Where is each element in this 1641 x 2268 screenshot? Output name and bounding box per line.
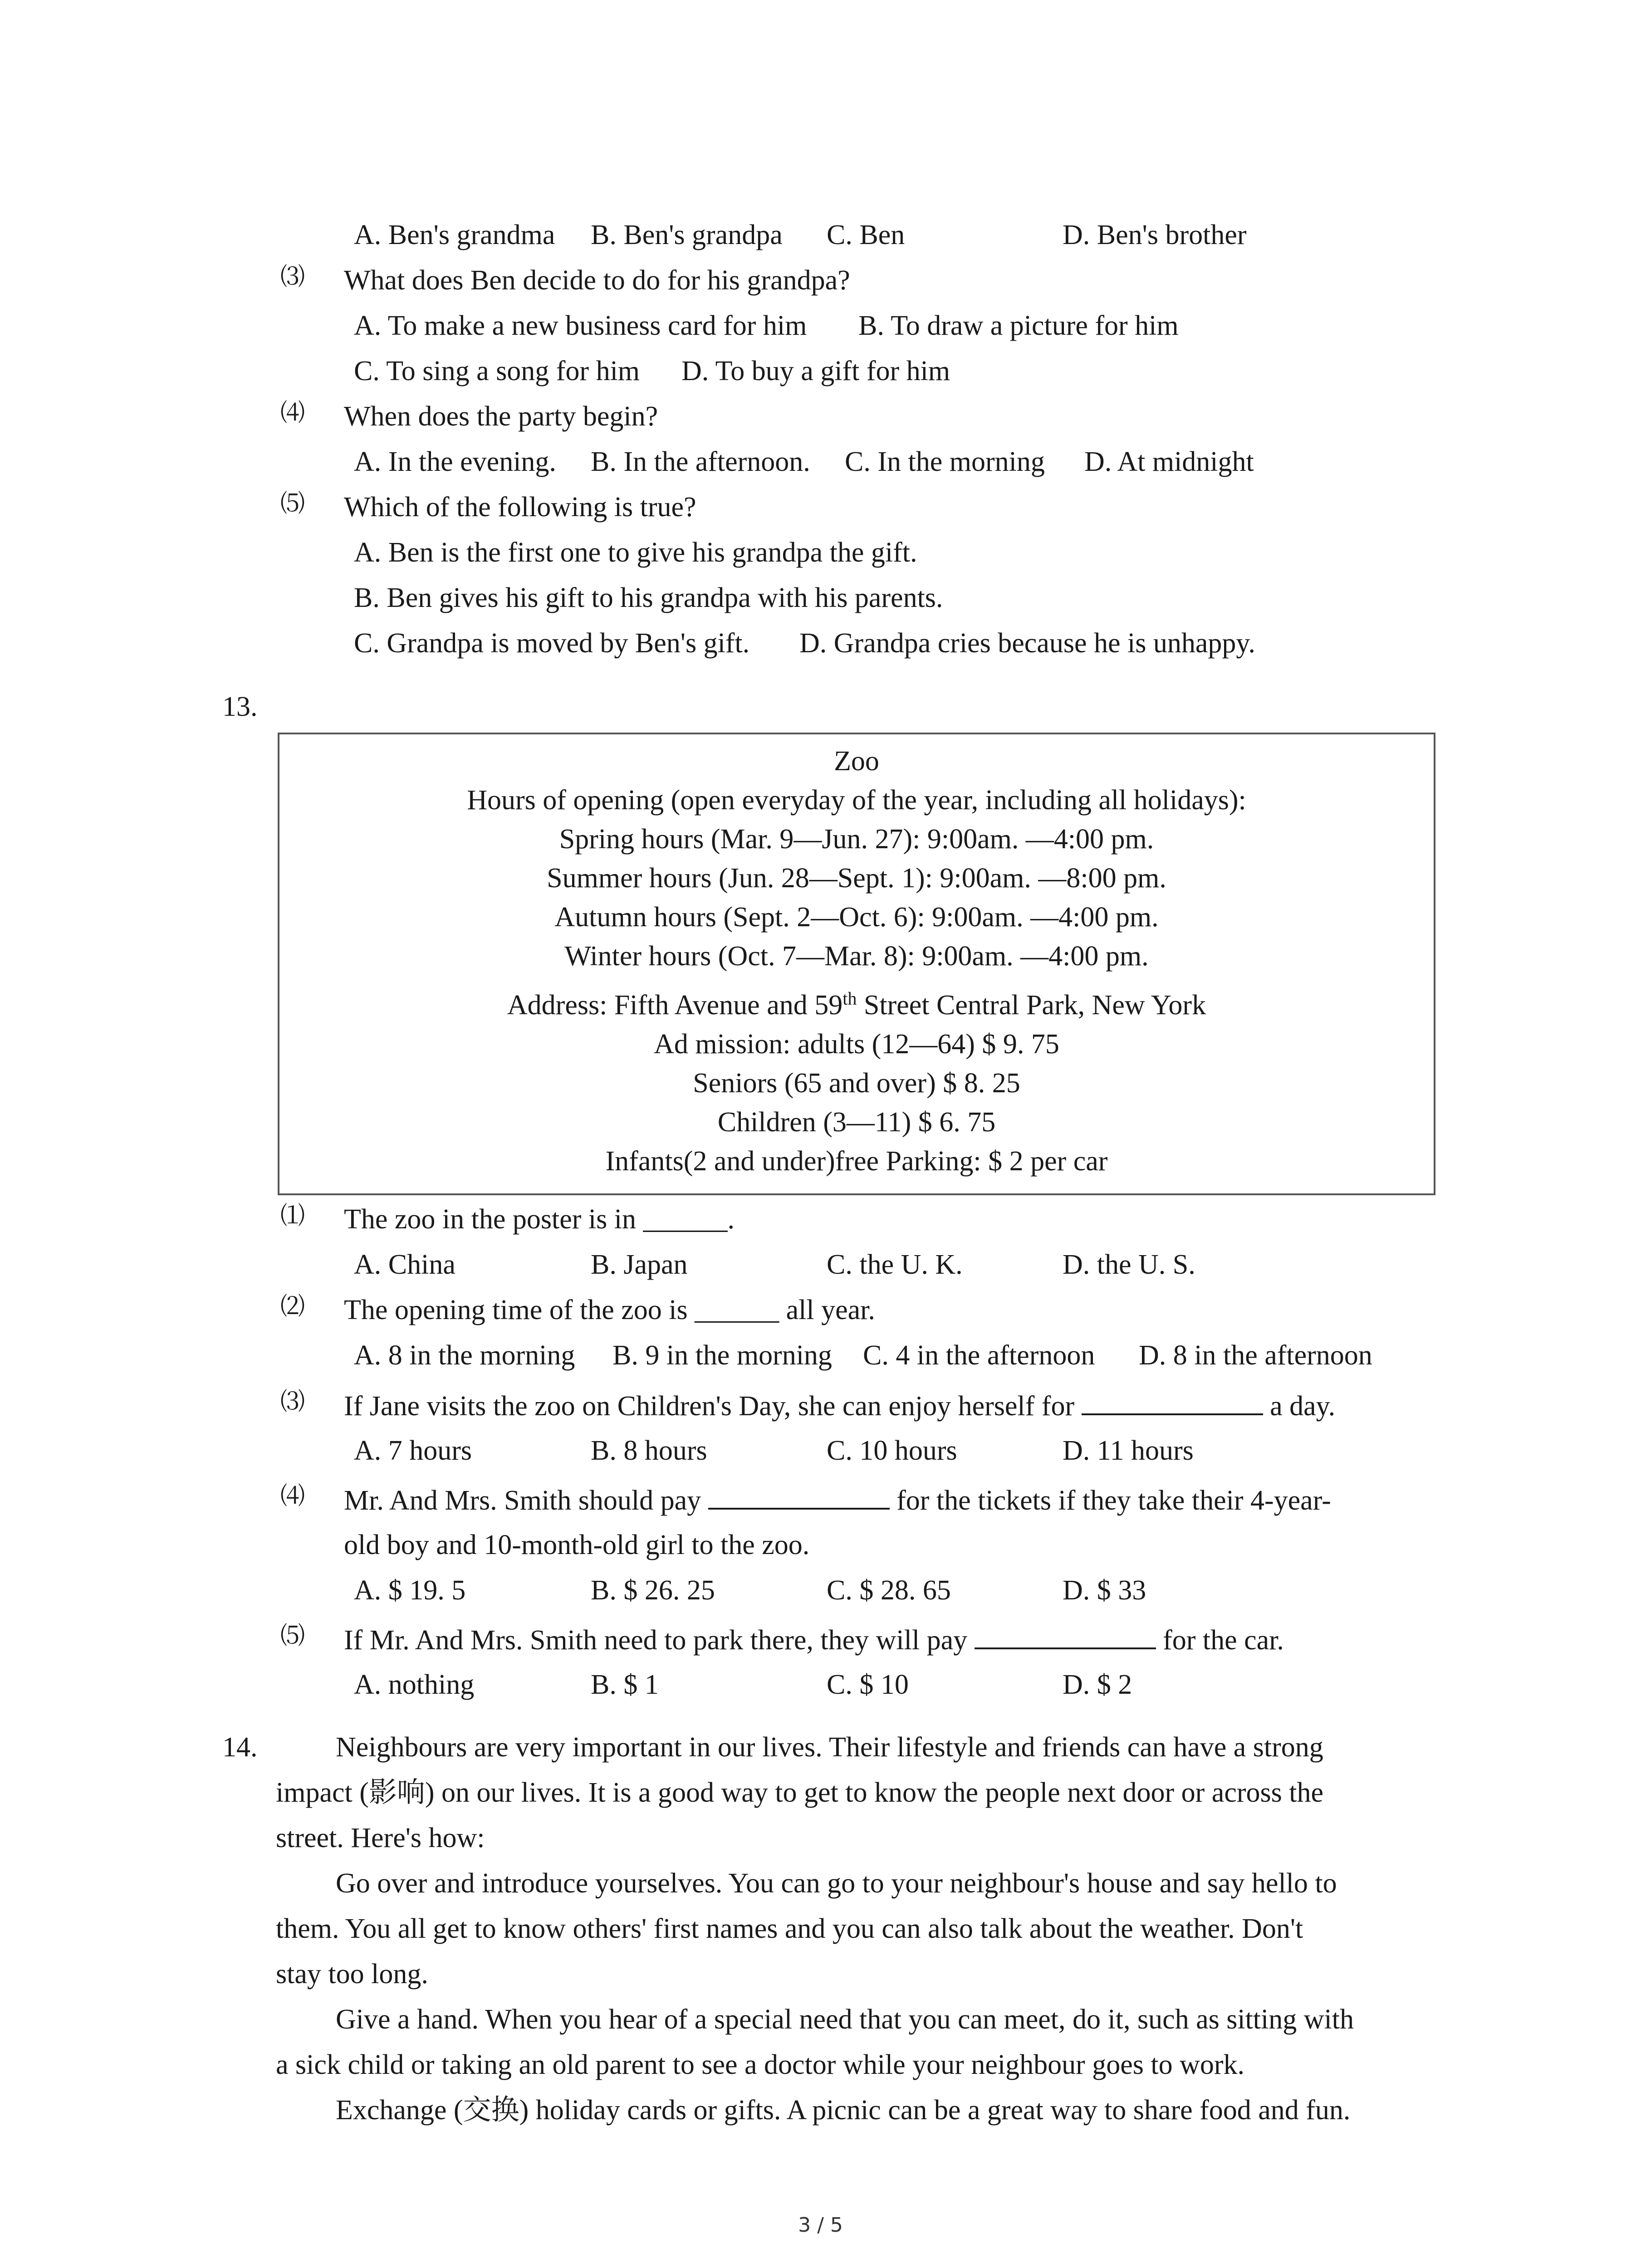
q12-3-option-a: A. To make a new business card for him	[354, 310, 807, 341]
q12-4-number: ⑷	[280, 398, 305, 427]
q13-3-option-c: C. 10 hours	[827, 1435, 957, 1466]
answer-blank	[708, 1481, 890, 1510]
q12-2-option-c: C. Ben	[827, 220, 905, 250]
zoo-summer-hours: Summer hours (Jun. 28—Sept. 1): 9:00am. —8:00 pm.	[547, 863, 1166, 894]
zoo-admission-infants-parking: Infants(2 and under)free Parking: $ 2 per car	[605, 1146, 1108, 1177]
q13-4-option-c: C. $ 28. 65	[827, 1575, 951, 1606]
q12-4-option-d: D. At midnight	[1084, 446, 1254, 477]
q13-5-option-b: B. $ 1	[591, 1669, 659, 1700]
passage-line: them. You all get to know others' first names and you can also talk about the weather. Don't	[276, 1913, 1303, 1944]
q13-1-option-d: D. the U. S.	[1063, 1249, 1195, 1280]
q12-5-option-a: A. Ben is the first one to give his grandpa the gift.	[354, 537, 917, 568]
q13-2-option-a: A. 8 in the morning	[354, 1340, 575, 1371]
q13-4-option-b: B. $ 26. 25	[591, 1575, 715, 1606]
q13-3-number: ⑶	[280, 1387, 305, 1416]
q13-4-stem-cont: old boy and 10-month-old girl to the zoo.	[344, 1530, 810, 1560]
q12-2-option-d: D. Ben's brother	[1063, 220, 1247, 250]
q12-5-option-c: C. Grandpa is moved by Ben's gift.	[354, 628, 750, 659]
q12-3-stem: What does Ben decide to do for his grandpa?	[344, 265, 850, 296]
passage-line: Give a hand. When you hear of a special need that you can meet, do it, such as sitting with	[336, 2004, 1354, 2035]
q13-4-number: ⑷	[280, 1481, 305, 1510]
q12-3-number: ⑶	[280, 262, 305, 291]
q12-2-option-b: B. Ben's grandpa	[591, 220, 783, 250]
passage-line: stay too long.	[276, 1959, 428, 1989]
q13-4-stem: Mr. And Mrs. Smith should pay for the tickets if they take their 4-year-	[344, 1481, 1331, 1519]
q12-2-option-a: A. Ben's grandma	[354, 220, 555, 250]
q12-4-option-c: C. In the morning	[845, 446, 1045, 477]
q12-4-option-b: B. In the afternoon.	[591, 446, 810, 477]
q13-1-option-c: C. the U. K.	[827, 1249, 963, 1280]
q12-5-number: ⑸	[280, 489, 305, 518]
answer-blank	[975, 1621, 1156, 1649]
q12-5-option-d: D. Grandpa cries because he is unhappy.	[799, 628, 1255, 659]
zoo-admission-seniors: Seniors (65 and over) $ 8. 25	[693, 1068, 1020, 1099]
zoo-spring-hours: Spring hours (Mar. 9—Jun. 27): 9:00am. —4:00 pm.	[559, 824, 1154, 855]
zoo-admission-adults: Ad mission: adults (12—64) $ 9. 75	[654, 1029, 1059, 1060]
q13-number: 13.	[222, 691, 258, 722]
q13-1-option-a: A. China	[354, 1249, 456, 1280]
q13-2-option-b: B. 9 in the morning	[612, 1340, 832, 1371]
passage-line: street. Here's how:	[276, 1823, 485, 1853]
q12-4-stem: When does the party begin?	[344, 401, 658, 432]
q13-3-option-a: A. 7 hours	[354, 1435, 472, 1466]
q12-4-option-a: A. In the evening.	[354, 446, 556, 477]
q14-number: 14.	[222, 1732, 258, 1763]
q13-4-option-d: D. $ 33	[1063, 1575, 1146, 1606]
q12-5-stem: Which of the following is true?	[344, 492, 696, 523]
passage-line: Go over and introduce yourselves. You can go to your neighbour's house and say hello to	[336, 1868, 1337, 1899]
q13-2-option-d: D. 8 in the afternoon	[1139, 1340, 1372, 1371]
zoo-hours-heading: Hours of opening (open everyday of the year, including all holidays):	[467, 785, 1246, 816]
zoo-notice-title: Zoo	[834, 746, 879, 777]
zoo-winter-hours: Winter hours (Oct. 7—Mar. 8): 9:00am. —4:00 pm.	[564, 941, 1149, 972]
q13-5-stem: If Mr. And Mrs. Smith need to park there, they will pay for the car.	[344, 1621, 1284, 1658]
q13-1-stem: The zoo in the poster is in ______.	[344, 1204, 735, 1235]
zoo-address: Address: Fifth Avenue and 59th Street Central Park, New York	[507, 988, 1206, 1021]
q13-2-stem: The opening time of the zoo is ______ all year.	[344, 1295, 875, 1325]
q13-3-option-d: D. 11 hours	[1063, 1435, 1194, 1466]
passage-line: Exchange (交换) holiday cards or gifts. A picnic can be a great way to share food and fun.	[336, 2095, 1351, 2126]
q13-1-option-b: B. Japan	[591, 1249, 688, 1280]
q13-5-number: ⑸	[280, 1621, 305, 1650]
q13-4-option-a: A. $ 19. 5	[354, 1575, 466, 1606]
q12-3-option-c: C. To sing a song for him	[354, 356, 640, 386]
answer-blank	[1082, 1387, 1263, 1415]
q13-5-option-a: A. nothing	[354, 1669, 475, 1700]
q13-2-number: ⑵	[280, 1292, 305, 1320]
q12-5-option-b: B. Ben gives his gift to his grandpa with his parents.	[354, 582, 943, 613]
q13-3-stem: If Jane visits the zoo on Children's Day, she can enjoy herself for a day.	[344, 1387, 1335, 1424]
q12-3-option-d: D. To buy a gift for him	[681, 356, 950, 386]
passage-line: Neighbours are very important in our lives. Their lifestyle and friends can have a strong	[336, 1732, 1323, 1763]
q13-5-option-d: D. $ 2	[1063, 1669, 1132, 1700]
q13-5-option-c: C. $ 10	[827, 1669, 909, 1700]
q13-3-option-b: B. 8 hours	[591, 1435, 707, 1466]
zoo-autumn-hours: Autumn hours (Sept. 2—Oct. 6): 9:00am. —4:00 pm.	[554, 902, 1159, 933]
page-number: 3 / 5	[798, 2214, 843, 2237]
passage-line: a sick child or taking an old parent to see a doctor while your neighbour goes to work.	[276, 2049, 1245, 2080]
passage-line: impact (影响) on our lives. It is a good way to get to know the people next door or across the	[276, 1777, 1323, 1808]
zoo-admission-children: Children (3—11) $ 6. 75	[717, 1107, 996, 1138]
q13-2-option-c: C. 4 in the afternoon	[863, 1340, 1095, 1371]
q12-3-option-b: B. To draw a picture for him	[858, 310, 1179, 341]
q13-1-number: ⑴	[280, 1201, 305, 1230]
